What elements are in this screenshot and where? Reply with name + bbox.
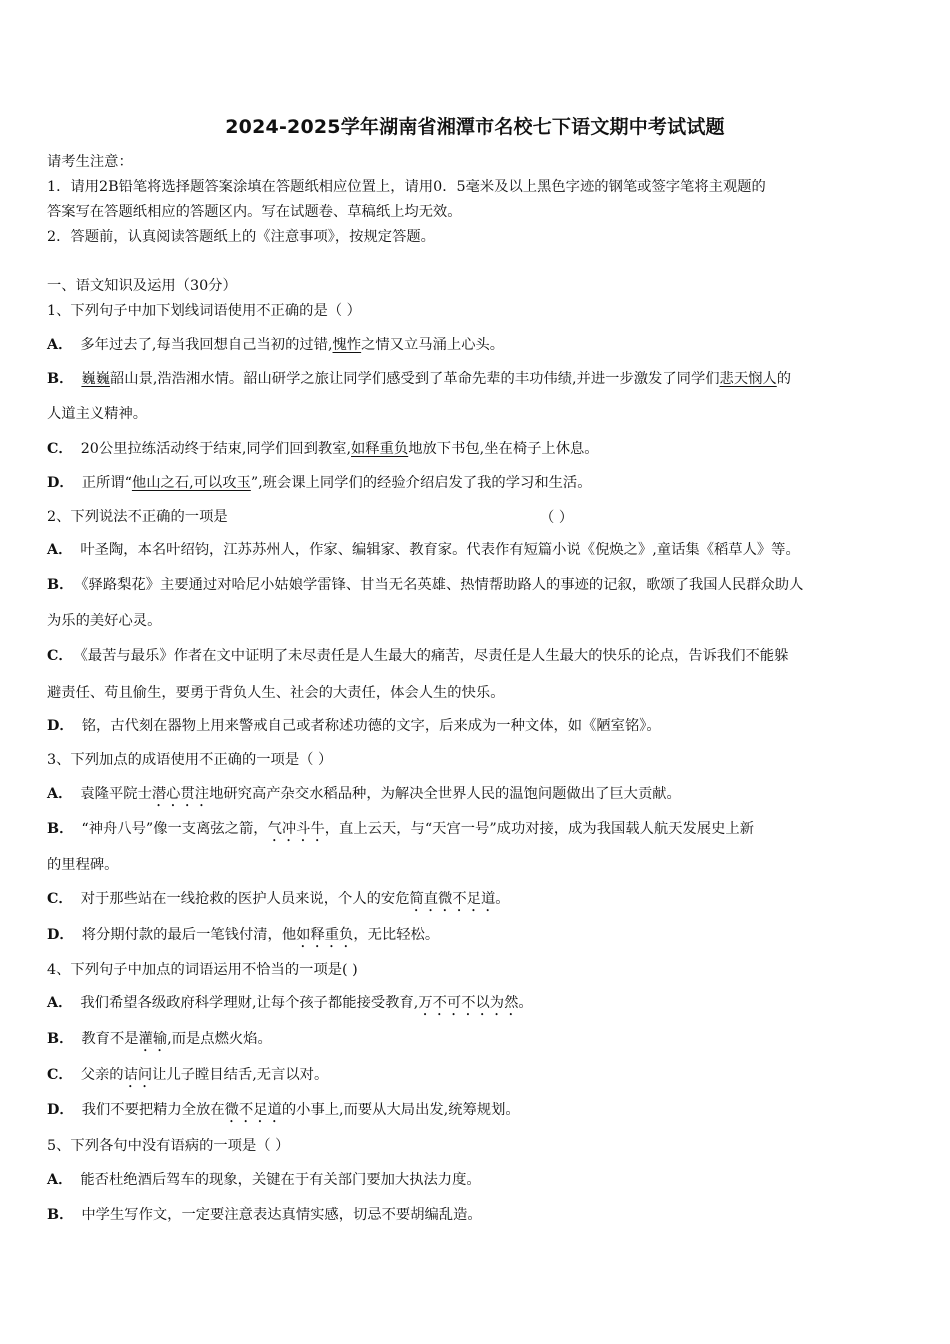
option-label: B．	[47, 821, 74, 837]
dotted-phrase: 如释重负	[296, 927, 354, 943]
notice-heading: 请考生注意：	[47, 154, 133, 170]
q4-option-d	[47, 1100, 520, 1126]
option-label: C．	[47, 1067, 73, 1083]
option-label: B．	[47, 371, 74, 387]
q4-option-b	[47, 1029, 272, 1055]
option-label: A．	[47, 542, 73, 558]
option-label: B．	[47, 577, 74, 593]
notice-line-2: 答案写在答题纸相应的答题区内。写在试题卷、草稿纸上均无效。	[47, 204, 462, 220]
option-text: 我们不要把精力全放在	[81, 1102, 225, 1118]
answer-parentheses: （ ）	[540, 510, 574, 526]
option-text: 正所谓“	[81, 475, 132, 491]
option-label: A．	[47, 786, 73, 802]
dotted-phrase: 万不可不以为然	[418, 995, 519, 1011]
section-heading: 一、语文知识及运用（30分）	[47, 278, 237, 294]
dotted-phrase: 微不足道	[224, 1102, 282, 1118]
dotted-phrase: 诘问	[123, 1067, 153, 1083]
page-title: 2024-2025学年湖南省湘潭市名校七下语文期中考试试题	[225, 116, 725, 138]
question-2-stem: 2、下列说法不正确的一项是	[47, 509, 228, 525]
option-text: 《驿路梨花》主要通过对哈尼小姑娘学雷锋、甘当无名英雄、热情帮助路人的事迹的记叙，歌颂了我国人民群众助人	[81, 577, 804, 593]
option-label: D．	[47, 927, 74, 943]
option-text: 20公里拉练活动终于结束,同学们回到教室,	[80, 441, 352, 457]
option-text: “神舟八号”像一支离弦之箭，	[81, 821, 268, 837]
option-label: C．	[47, 441, 73, 457]
q4-option-c	[47, 1065, 328, 1091]
option-label: D．	[47, 1102, 74, 1118]
option-label: C．	[47, 648, 73, 664]
q1-option-c	[47, 439, 599, 459]
q3-option-a	[47, 784, 681, 810]
q5-option-a	[47, 1170, 481, 1190]
option-text: 对于那些站在一线抢救的医护人员来说，个人的安危	[80, 891, 410, 907]
option-text: ，无比轻松。	[353, 927, 440, 943]
q2-option-c-continued: 避责任、苟且偷生，要勇于背负人生、社会的大责任，体会人生的快乐。	[47, 685, 505, 701]
q3-option-b-continued: 的里程碑。	[47, 857, 119, 873]
dotted-phrase: 潜心贯注	[151, 786, 210, 802]
q4-option-a	[47, 993, 533, 1019]
option-text: 叶圣陶，本名叶绍钧，江苏苏州人，作家、编辑家、教育家。代表作有短篇小说《倪焕之》,童话集《稻草人》等。	[80, 542, 800, 558]
q1-option-b-continued: 人道主义精神。	[47, 406, 148, 422]
option-text: 父亲的	[80, 1067, 124, 1083]
option-label: B．	[47, 1031, 74, 1047]
option-text: 让儿子瞠目结舌,无言以对。	[152, 1067, 329, 1083]
option-text: 我们希望各级政府科学理财,让每个孩子都能接受教育,	[80, 995, 419, 1011]
q2-option-b	[47, 575, 803, 595]
dotted-phrase: 简直微不足道	[409, 891, 496, 907]
q1-option-a	[47, 335, 504, 355]
option-text: 地研究高产杂交水稻品种，为解决全世界人民的温饱问题做出了巨大贡献。	[209, 786, 681, 802]
dotted-phrase: 气冲斗牛	[267, 821, 325, 837]
underlined-word: 悲天悯人	[719, 371, 777, 387]
q1-option-d	[47, 473, 592, 493]
option-text: 袁隆平院士	[80, 786, 152, 802]
q2-option-b-continued: 为乐的美好心灵。	[47, 613, 162, 629]
option-label: B．	[47, 1207, 74, 1223]
q2-option-c	[47, 646, 788, 666]
underlined-word: 如释重负	[351, 441, 409, 457]
q1-option-b	[47, 369, 791, 389]
question-1-stem: 1、下列句子中加下划线词语使用不正确的是（ ）	[47, 303, 361, 319]
option-text: 之情又立马涌上心头。	[361, 337, 505, 353]
option-text: 中学生写作文，一定要注意表达真情实感，切忌不要胡编乱造。	[81, 1207, 482, 1223]
option-label: D．	[47, 475, 74, 491]
option-label: A．	[47, 337, 73, 353]
underlined-word: 巍巍	[81, 371, 110, 387]
option-text: 将分期付款的最后一笔钱付清，他	[81, 927, 297, 943]
option-text: 韶山景,浩浩湘水情。韶山研学之旅让同学们感受到了革命先辈的丰功伟绩,并进一步激发了同学们	[109, 371, 720, 387]
option-label: D．	[47, 718, 74, 734]
option-text: 的	[776, 371, 792, 387]
option-text: 《最苦与最乐》作者在文中证明了未尽责任是人生最大的痛苦，尽责任是人生最大的快乐的论点，告诉我们不能躲	[80, 648, 789, 664]
option-text: ”,班会课上同学们的经验介绍启发了我的学习和生活。	[250, 475, 592, 491]
q5-option-b	[47, 1205, 482, 1225]
option-label: A．	[47, 1172, 73, 1188]
notice-line-3: 2．答题前，认真阅读答题纸上的《注意事项》，按规定答题。	[47, 229, 435, 245]
option-label: C．	[47, 891, 73, 907]
q2-option-d	[47, 716, 661, 736]
option-text: 。	[518, 995, 533, 1011]
underlined-word: 他山之石,可以攻玉	[131, 475, 251, 491]
option-text: 教育不是	[81, 1031, 139, 1047]
option-text: 地放下书包,坐在椅子上休息。	[408, 441, 599, 457]
option-text: 铭，古代刻在器物上用来警戒自己或者称述功德的文字，后来成为一种文体，如《陋室铭》。	[81, 718, 661, 734]
option-label: A．	[47, 995, 73, 1011]
option-text: 的小事上,而要从大局出发,统筹规划。	[281, 1102, 520, 1118]
dotted-phrase: 灌输	[138, 1031, 168, 1047]
question-5-stem: 5、下列各句中没有语病的一项是（ ）	[47, 1138, 290, 1154]
notice-line-1: 1．请用2B铅笔将选择题答案涂填在答题纸相应位置上，请用0．5毫米及以上黑色字迹的钢笔或签字笔将主观题的	[47, 179, 766, 195]
option-text: 多年过去了,每当我回想自己当初的过错,	[80, 337, 333, 353]
option-text: 。	[495, 891, 510, 907]
q3-option-b	[47, 819, 754, 845]
option-text: ，直上云天，与“天宫一号”成功对接，成为我国载人航天发展史上新	[324, 821, 754, 837]
q2-option-a	[47, 540, 800, 560]
question-3-stem: 3、下列加点的成语使用不正确的一项是（ ）	[47, 752, 333, 768]
option-text: ,而是点燃火焰。	[167, 1031, 272, 1047]
question-4-stem: 4、下列句子中加点的词语运用不恰当的一项是( )	[47, 962, 358, 978]
option-text: 能否杜绝酒后驾车的现象，关键在于有关部门要加大执法力度。	[80, 1172, 481, 1188]
underlined-word: 愧怍	[332, 337, 362, 353]
q3-option-d	[47, 925, 439, 951]
q3-option-c	[47, 889, 510, 915]
